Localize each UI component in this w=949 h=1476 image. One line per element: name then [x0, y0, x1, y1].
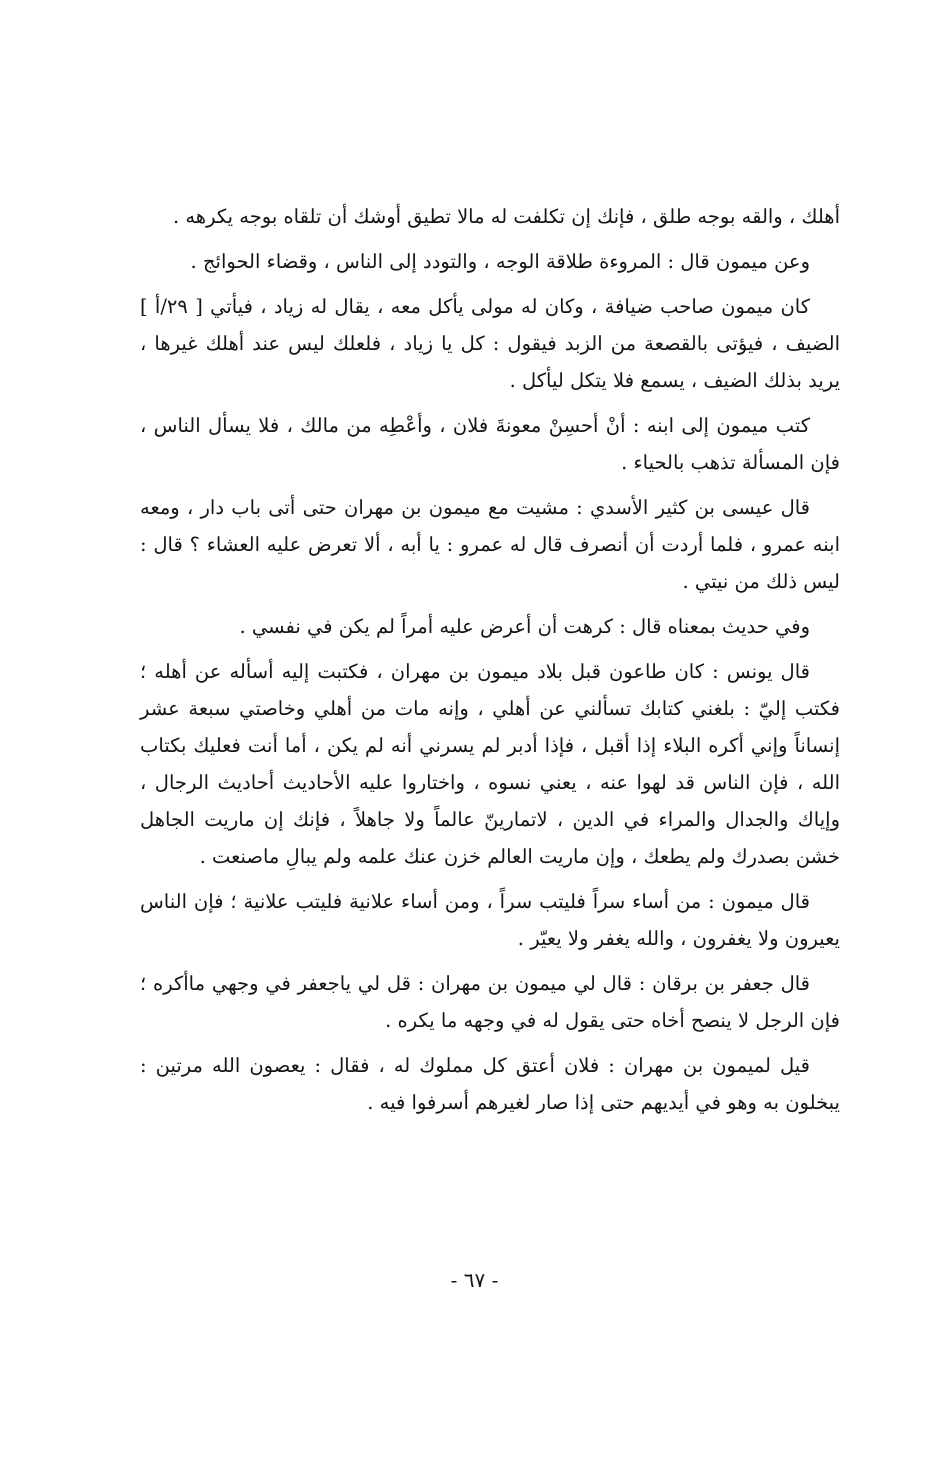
paragraph-yunus-plague-letter: قال يونس : كان طاعون قبل بلاد ميمون بن مهران ، فكتبت إليه أسأله عن أهله ؛ فكتب إليّ : بلغني كتابك تسألني عن أهلي ، وإنه مات من أهلي وخاصتي سبعة عشر إنساناً وإني أكره البلاء إذا أقبل ، فإذا أدبر لم يسرني أنه لم يكن ، أما أنت فعليك بكتاب الله ، فإن الناس قد لهوا عنه ، يعني نسوه ، واختاروا عليه الأحاديث أحاديث الرجال ، وإياك والجدال والمراء في الدين ، لاتمارينّ عالماً ولا جاهلاً ، فإنك إن ماريت الجاهل خشن بصدرك ولم يطعك ، وإن ماريت العالم خزن عنك علمه ولم يبالِ ماصنعت . — [140, 660, 840, 868]
page-body-text — [140, 198, 840, 1129]
paragraph-muruah-definition: وعن ميمون قال : المروءة طلاقة الوجه ، والتودد إلى الناس ، وقضاء الحوائج . — [190, 250, 810, 273]
paragraph-similar-hadith: وفي حديث بمعناه قال : كرهت أن أعرض عليه أمراً لم يكن في نفسي . — [239, 615, 810, 638]
paragraph-letter-to-son: كتب ميمون إلى ابنه : أنْ أحسِنْ معونةَ فلان ، وأعْطِه من مالك ، فلا يسأل الناس ، فإن المسألة تذهب بالحياء . — [140, 414, 840, 474]
paragraph-continued-advice: أهلك ، والقه بوجه طلق ، فإنك إن تكلفت له مالا تطيق أوشك أن تلقاه بوجه يكرهه . — [172, 205, 840, 228]
paragraph-jafar-ibn-burqan: قال جعفر بن برقان : قال لي ميمون بن مهران : قل لي ياجعفر في وجهي ماأكره ؛ فإن الرجل لا ينصح أخاه حتى يقول له في وجهه ما يكره . — [140, 972, 840, 1032]
paragraph-secret-repentance: قال ميمون : من أساء سراً فليتب سراً ، ومن أساء علانية فليتب علانية ؛ فإن الناس يعيرون ولا يغفرون ، والله يغفر ولا يعيّر . — [140, 890, 840, 950]
paragraph-freed-slaves: قيل لميمون بن مهران : فلان أعتق كل مملوك له ، فقال : يعصون الله مرتين : يبخلون به وهو في أيديهم حتى إذا صار لغيرهم أسرفوا فيه . — [140, 1054, 840, 1114]
paragraph-isa-ibn-kathir: قال عيسى بن كثير الأسدي : مشيت مع ميمون بن مهران حتى أتى باب دار ، ومعه ابنه عمرو ، فلما أردت أن أنصرف قال له عمرو : يا أبه ، ألا تعرض عليه العشاء ؟ قال : ليس ذلك من نيتي . — [140, 496, 840, 593]
page-number: - ٦٧ - — [450, 1268, 499, 1292]
paragraph-hospitality-ziyad: كان ميمون صاحب ضيافة ، وكان له مولى يأكل معه ، يقال له زياد ، فيأتي [ ٢٩/أ ] الضيف ، فيؤتى بالقصعة من الزبد فيقول : كل يا زياد ، فلعلك ليس عند أهلك غيرها ، يريد بذلك الضيف ، يسمع فلا يتكل ليأكل . — [140, 295, 840, 392]
